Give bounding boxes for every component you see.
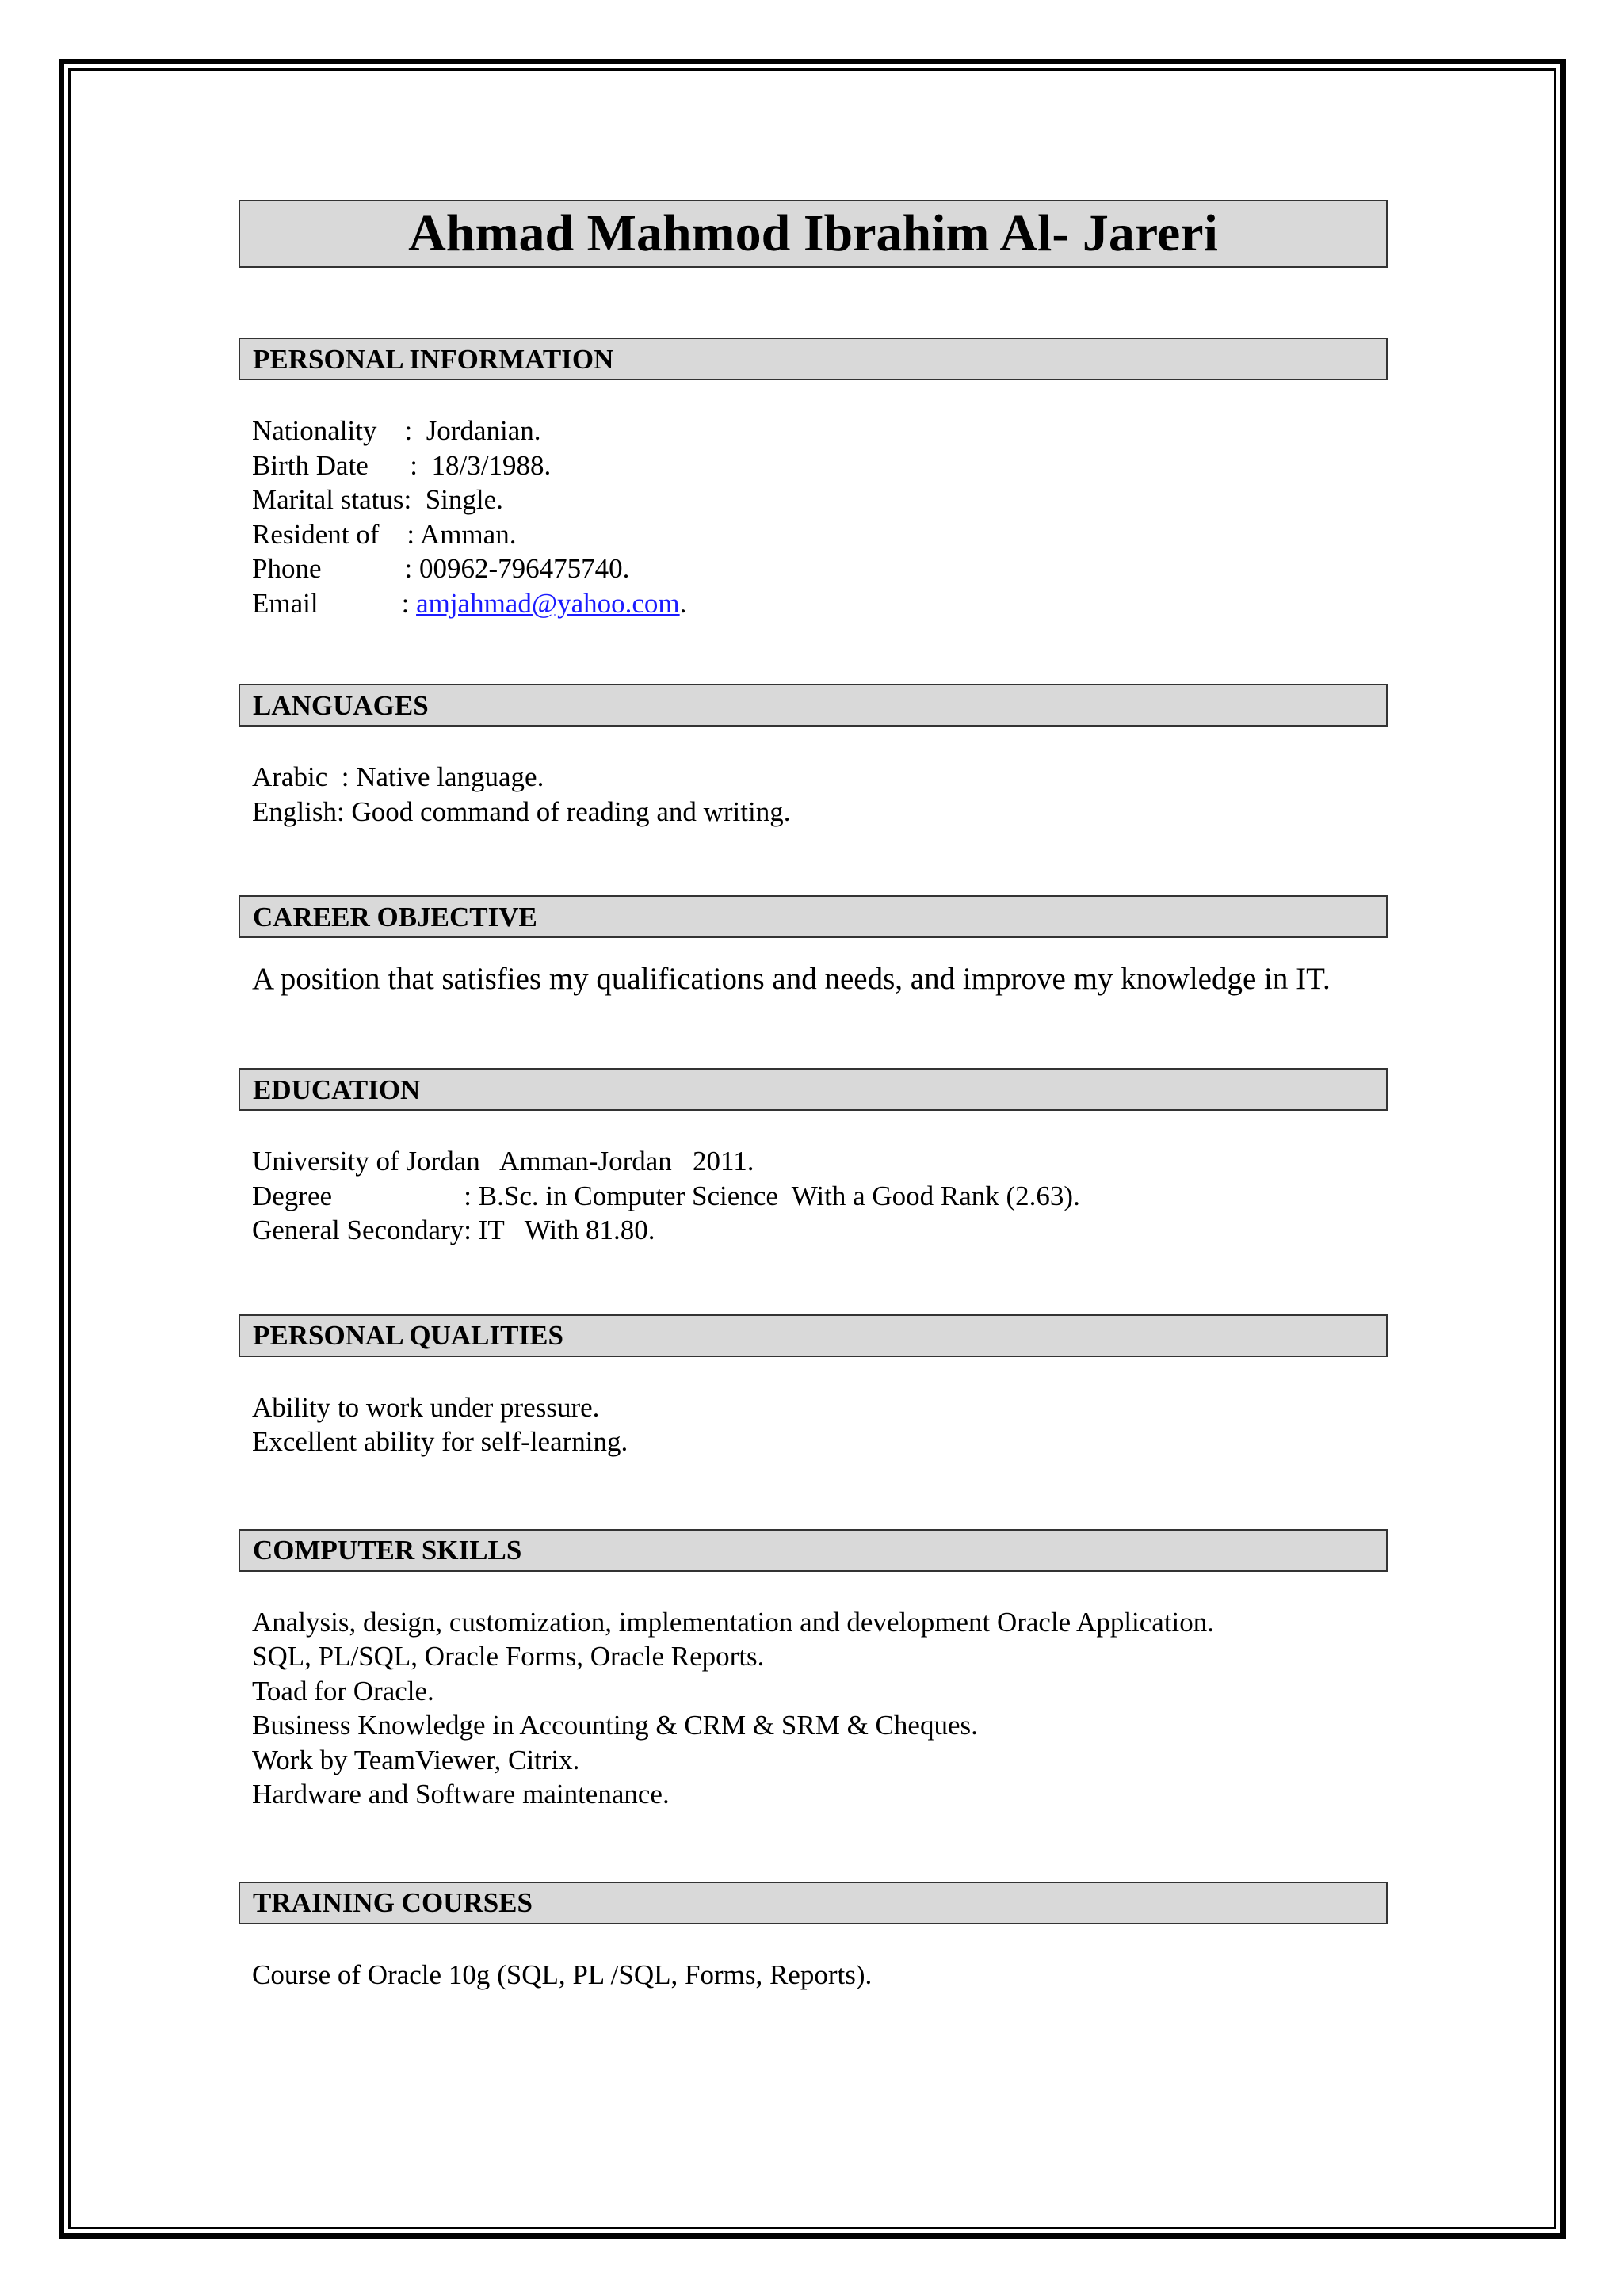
skill-item: SQL, PL/SQL, Oracle Forms, Oracle Reports. bbox=[252, 1641, 765, 1672]
birth-date-line: Birth Date : 18/3/1988. bbox=[252, 449, 552, 481]
quality-item: Excellent ability for self-learning. bbox=[252, 1426, 628, 1457]
skill-item: Hardware and Software maintenance. bbox=[252, 1779, 670, 1810]
section-header-computer-skills bbox=[239, 1529, 1388, 1572]
section-title: LANGUAGES bbox=[253, 689, 429, 721]
resident-line: Resident of : Amman. bbox=[252, 518, 517, 550]
nationality-line: Nationality : Jordanian. bbox=[252, 415, 541, 446]
section-header-career-objective bbox=[239, 895, 1388, 938]
skill-item: Analysis, design, customization, implementation and development Oracle Application. bbox=[252, 1606, 1215, 1638]
skill-item: Work by TeamViewer, Citrix. bbox=[252, 1744, 580, 1775]
training-courses-body bbox=[239, 1958, 1388, 1993]
degree-line: Degree : B.Sc. in Computer Science With a Good Rank (2.63). bbox=[252, 1180, 1080, 1211]
skill-item: Toad for Oracle. bbox=[252, 1675, 434, 1707]
section-title: PERSONAL QUALITIES bbox=[253, 1320, 563, 1351]
resume-content bbox=[239, 200, 1388, 1992]
section-header-languages bbox=[239, 684, 1388, 727]
personal-information-body bbox=[239, 414, 1388, 620]
university-line: University of Jordan Amman-Jordan 2011. bbox=[252, 1146, 754, 1177]
language-english-line: English: Good command of reading and writing. bbox=[252, 795, 791, 827]
email-link[interactable]: amjahmad@yahoo.com bbox=[416, 587, 680, 619]
section-title: TRAINING COURSES bbox=[253, 1887, 533, 1918]
secondary-line: General Secondary: IT With 81.80. bbox=[252, 1215, 655, 1245]
training-item: Course of Oracle 10g (SQL, PL /SQL, Forms, Reports). bbox=[252, 1958, 873, 1990]
email-label: Email : bbox=[252, 587, 417, 619]
section-title: COMPUTER SKILLS bbox=[253, 1535, 522, 1566]
quality-item: Ability to work under pressure. bbox=[252, 1391, 600, 1423]
career-objective-text: A position that satisfies my qualifications and needs, and improve my knowledge in IT. bbox=[252, 962, 1331, 996]
computer-skills-body bbox=[239, 1605, 1388, 1812]
languages-body bbox=[239, 760, 1388, 829]
skill-item: Business Knowledge in Accounting & CRM & SRM & Cheques. bbox=[252, 1710, 978, 1741]
section-header-training-courses bbox=[239, 1882, 1388, 1924]
email-suffix: . bbox=[679, 587, 687, 619]
candidate-name: Ahmad Mahmod Ibrahim Al- Jareri bbox=[408, 204, 1218, 262]
section-title: CAREER OBJECTIVE bbox=[253, 901, 537, 933]
section-header-personal-information bbox=[239, 338, 1388, 380]
marital-status-line: Marital status: Single. bbox=[252, 484, 503, 515]
education-body bbox=[239, 1144, 1388, 1248]
email-line bbox=[252, 586, 1388, 621]
phone-line: Phone : 00962-796475740. bbox=[252, 553, 630, 584]
name-banner bbox=[239, 200, 1388, 268]
section-title: EDUCATION bbox=[253, 1074, 421, 1105]
section-header-personal-qualities bbox=[239, 1314, 1388, 1357]
section-title: PERSONAL INFORMATION bbox=[253, 343, 614, 375]
language-arabic-line: Arabic : Native language. bbox=[252, 761, 544, 792]
section-header-education bbox=[239, 1068, 1388, 1111]
personal-qualities-body bbox=[239, 1390, 1388, 1459]
